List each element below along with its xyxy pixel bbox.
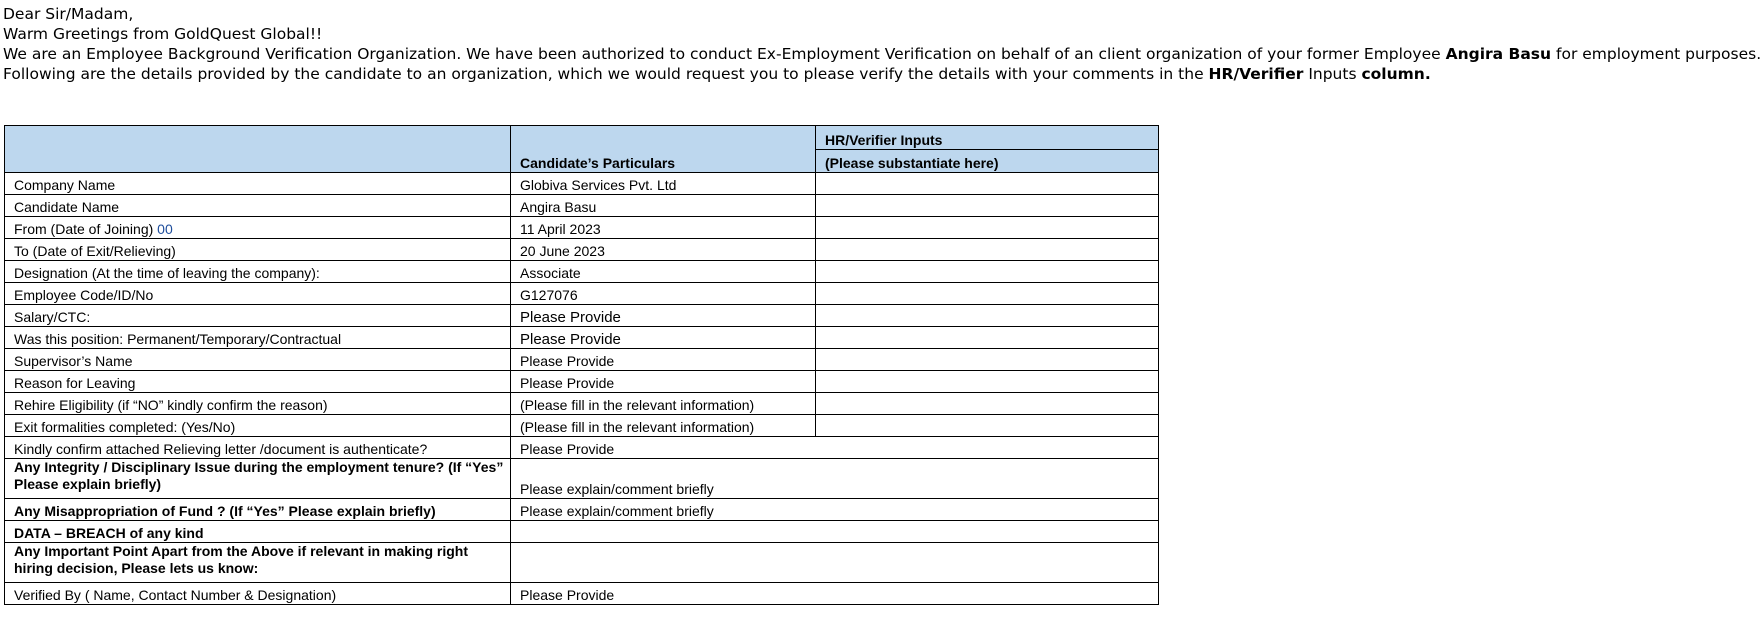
hr-input-cell[interactable] bbox=[816, 349, 1159, 371]
intro-paragraph-1-start: We are an Employee Background Verification Organization. We have been authorized to conduct Ex-Employment Verification on behalf of an client organization of your former Employee bbox=[3, 45, 1446, 63]
intro-paragraph-2 bbox=[3, 64, 1658, 84]
row-label: Any Misappropriation of Fund ? (If “Yes” Please explain briefly) bbox=[5, 499, 511, 521]
row-label: Was this position: Permanent/Temporary/Contractual bbox=[5, 327, 511, 349]
table-row bbox=[5, 393, 1159, 415]
table-row bbox=[5, 583, 1159, 605]
hr-input-cell[interactable] bbox=[816, 305, 1159, 327]
row-label bbox=[5, 217, 511, 239]
row-value: Please Provide bbox=[511, 327, 816, 349]
row-label: Salary/CTC: bbox=[5, 305, 511, 327]
inputs-text: Inputs bbox=[1303, 65, 1362, 83]
column-text: column. bbox=[1361, 65, 1431, 83]
header-field-cell bbox=[5, 126, 511, 173]
email-intro bbox=[3, 4, 1761, 84]
row-label: Employee Code/ID/No bbox=[5, 283, 511, 305]
employee-name: Angira Basu bbox=[1445, 45, 1552, 63]
hr-input-cell[interactable] bbox=[816, 217, 1159, 239]
hr-input-cell[interactable] bbox=[816, 415, 1159, 437]
table-row bbox=[5, 261, 1159, 283]
row-value: Please Provide bbox=[511, 349, 816, 371]
row-value[interactable] bbox=[511, 521, 1159, 543]
table-row bbox=[5, 327, 1159, 349]
row-value[interactable]: Please explain/comment briefly bbox=[511, 459, 1159, 499]
header-hr-verifier-inputs: HR/Verifier Inputs bbox=[816, 126, 1159, 150]
row-value: G127076 bbox=[511, 283, 816, 305]
table-row bbox=[5, 521, 1159, 543]
row-value: 11 April 2023 bbox=[511, 217, 816, 239]
row-value: Angira Basu bbox=[511, 195, 816, 217]
hr-input-cell[interactable] bbox=[816, 283, 1159, 305]
row-label: Any Important Point Apart from the Above if relevant in making right hiring decision, Please lets us know: bbox=[5, 543, 511, 583]
row-value: Please Provide bbox=[511, 371, 816, 393]
greeting: Dear Sir/Madam, bbox=[3, 5, 134, 23]
table-row bbox=[5, 305, 1159, 327]
table-row bbox=[5, 283, 1159, 305]
row-value[interactable] bbox=[511, 543, 1159, 583]
row-value[interactable]: Please Provide bbox=[511, 583, 1159, 605]
greetings-line: Warm Greetings from GoldQuest Global!! bbox=[3, 25, 323, 43]
hr-input-cell[interactable] bbox=[816, 173, 1159, 195]
row-value: Globiva Services Pvt. Ltd bbox=[511, 173, 816, 195]
row-label: Company Name bbox=[5, 173, 511, 195]
hr-input-cell[interactable] bbox=[816, 327, 1159, 349]
table-row bbox=[5, 499, 1159, 521]
hr-input-cell[interactable] bbox=[816, 195, 1159, 217]
table-row bbox=[5, 217, 1159, 239]
table-row bbox=[5, 173, 1159, 195]
row-label: Any Integrity / Disciplinary Issue during the employment tenure? (If “Yes” Please explain briefly) bbox=[5, 459, 511, 499]
table-row bbox=[5, 371, 1159, 393]
hr-verifier-text: HR/Verifier bbox=[1208, 65, 1304, 83]
row-value[interactable]: Please Provide bbox=[511, 437, 1159, 459]
table-row bbox=[5, 349, 1159, 371]
hr-input-cell[interactable] bbox=[816, 393, 1159, 415]
row-value: 20 June 2023 bbox=[511, 239, 816, 261]
table-row bbox=[5, 459, 1159, 499]
row-label: DATA – BREACH of any kind bbox=[5, 521, 511, 543]
header-row-1 bbox=[5, 126, 1159, 150]
table-row bbox=[5, 195, 1159, 217]
row-label: Designation (At the time of leaving the company): bbox=[5, 261, 511, 283]
row-label: Rehire Eligibility (if “NO” kindly confirm the reason) bbox=[5, 393, 511, 415]
row-label: Kindly confirm attached Relieving letter /document is authenticate? bbox=[5, 437, 511, 459]
row-label: Reason for Leaving bbox=[5, 371, 511, 393]
row-value: Associate bbox=[511, 261, 816, 283]
row-label: Exit formalities completed: (Yes/No) bbox=[5, 415, 511, 437]
row-value: (Please fill in the relevant information) bbox=[511, 415, 816, 437]
verification-table bbox=[4, 125, 1159, 605]
row-label-suffix: 00 bbox=[157, 221, 173, 237]
row-value[interactable]: Please explain/comment briefly bbox=[511, 499, 1159, 521]
intro-paragraph-1 bbox=[3, 44, 1761, 64]
header-candidate-particulars: Candidate’s Particulars bbox=[511, 126, 816, 173]
hr-input-cell[interactable] bbox=[816, 261, 1159, 283]
row-value: (Please fill in the relevant information) bbox=[511, 393, 816, 415]
row-label-text: From (Date of Joining) bbox=[14, 221, 158, 237]
intro-paragraph-2-start: Following are the details provided by the candidate to an organization, which we would request you to please verify the details with your comments in the bbox=[3, 65, 1209, 83]
hr-input-cell[interactable] bbox=[816, 239, 1159, 261]
row-label: Candidate Name bbox=[5, 195, 511, 217]
header-substantiate: (Please substantiate here) bbox=[816, 149, 1159, 173]
table-row bbox=[5, 239, 1159, 261]
row-label: To (Date of Exit/Relieving) bbox=[5, 239, 511, 261]
row-value: Please Provide bbox=[511, 305, 816, 327]
intro-paragraph-1-end: for employment purposes. bbox=[1551, 45, 1761, 63]
row-label: Supervisor’s Name bbox=[5, 349, 511, 371]
hr-input-cell[interactable] bbox=[816, 371, 1159, 393]
row-label: Verified By ( Name, Contact Number & Designation) bbox=[5, 583, 511, 605]
table-row bbox=[5, 415, 1159, 437]
table-row bbox=[5, 543, 1159, 583]
table-row bbox=[5, 437, 1159, 459]
